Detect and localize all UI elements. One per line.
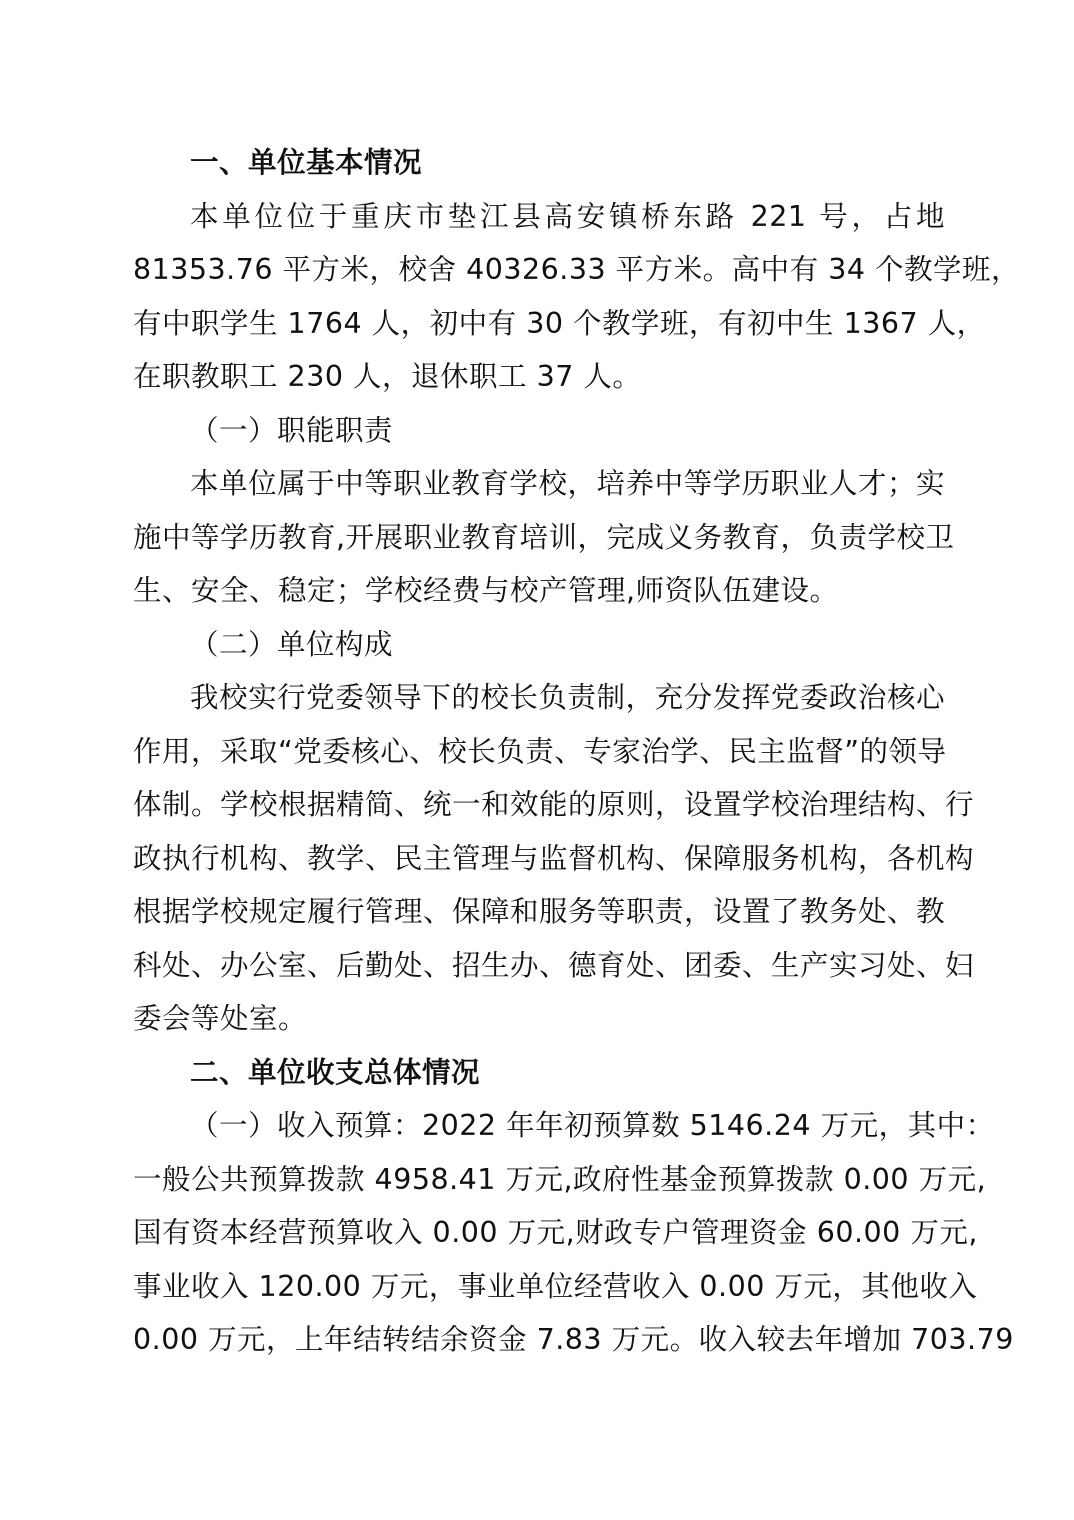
text-line: 0.00 万元，上年结转结余资金 7.83 万元。收入较去年增加 703.79 — [133, 1323, 1014, 1356]
text-line: 政执行机构、教学、民主管理与监督机构、保障服务机构，各机构 — [133, 841, 975, 875]
subheading-structure: （二）单位构成 — [190, 627, 394, 661]
text-line: 在职教职工 230 人，退休职工 37 人。 — [133, 360, 642, 393]
text-line: 施中等学历教育,开展职业教育培训，完成义务教育，负责学校卫 — [133, 520, 955, 554]
text-line: （一）收入预算：2022 年年初预算数 5146.24 万元，其中： — [190, 1109, 995, 1142]
text-line: 国有资本经营预算收入 0.00 万元,财政专户管理资金 60.00 万元, — [133, 1216, 978, 1249]
subheading-duties: （一）职能职责 — [190, 413, 394, 447]
paragraph-income-budget — [133, 1099, 1014, 1367]
text-line: 体制。学校根据精简、统一和效能的原则，设置学校治理结构、行 — [133, 788, 975, 821]
section-heading-basic-info: 一、单位基本情况 — [190, 146, 423, 179]
text-line: 有中职学生 1764 人，初中有 30 个教学班，有初中生 1367 人， — [133, 306, 986, 340]
text-line: 我校实行党委领导下的校长负责制，充分发挥党委政治核心 — [190, 681, 945, 714]
text-line: 本单位位于重庆市垫江县高安镇桥东路 221 号，占地 — [190, 199, 945, 233]
paragraph-location — [133, 190, 1021, 404]
text-line: 根据学校规定履行管理、保障和服务等职责，设置了教务处、教 — [133, 895, 946, 928]
section-heading-budget: 二、单位收支总体情况 — [190, 1055, 481, 1089]
text-line: 科处、办公室、后勤处、招生办、德育处、团委、生产实习处、妇 — [133, 948, 975, 982]
document-page — [133, 136, 1021, 1367]
text-line: 作用，采取“党委核心、校长负责、专家治学、民主监督”的领导 — [133, 734, 947, 768]
text-line: 生、安全、稳定；学校经费与校产管理,师资队伍建设。 — [133, 574, 839, 607]
text-line: 81353.76 平方米，校舍 40326.33 平方米。高中有 34 个教学班， — [133, 253, 1021, 286]
text-line: 事业收入 120.00 万元，事业单位经营收入 0.00 万元，其他收入 — [133, 1269, 978, 1303]
text-line: 本单位属于中等职业教育学校，培养中等学历职业人才；实 — [190, 467, 945, 500]
text-line: 一般公共预算拨款 4958.41 万元,政府性基金预算拨款 0.00 万元, — [133, 1162, 987, 1196]
text-line: 委会等处室。 — [133, 1002, 308, 1035]
paragraph-duties — [133, 457, 955, 618]
paragraph-structure — [133, 671, 975, 1046]
